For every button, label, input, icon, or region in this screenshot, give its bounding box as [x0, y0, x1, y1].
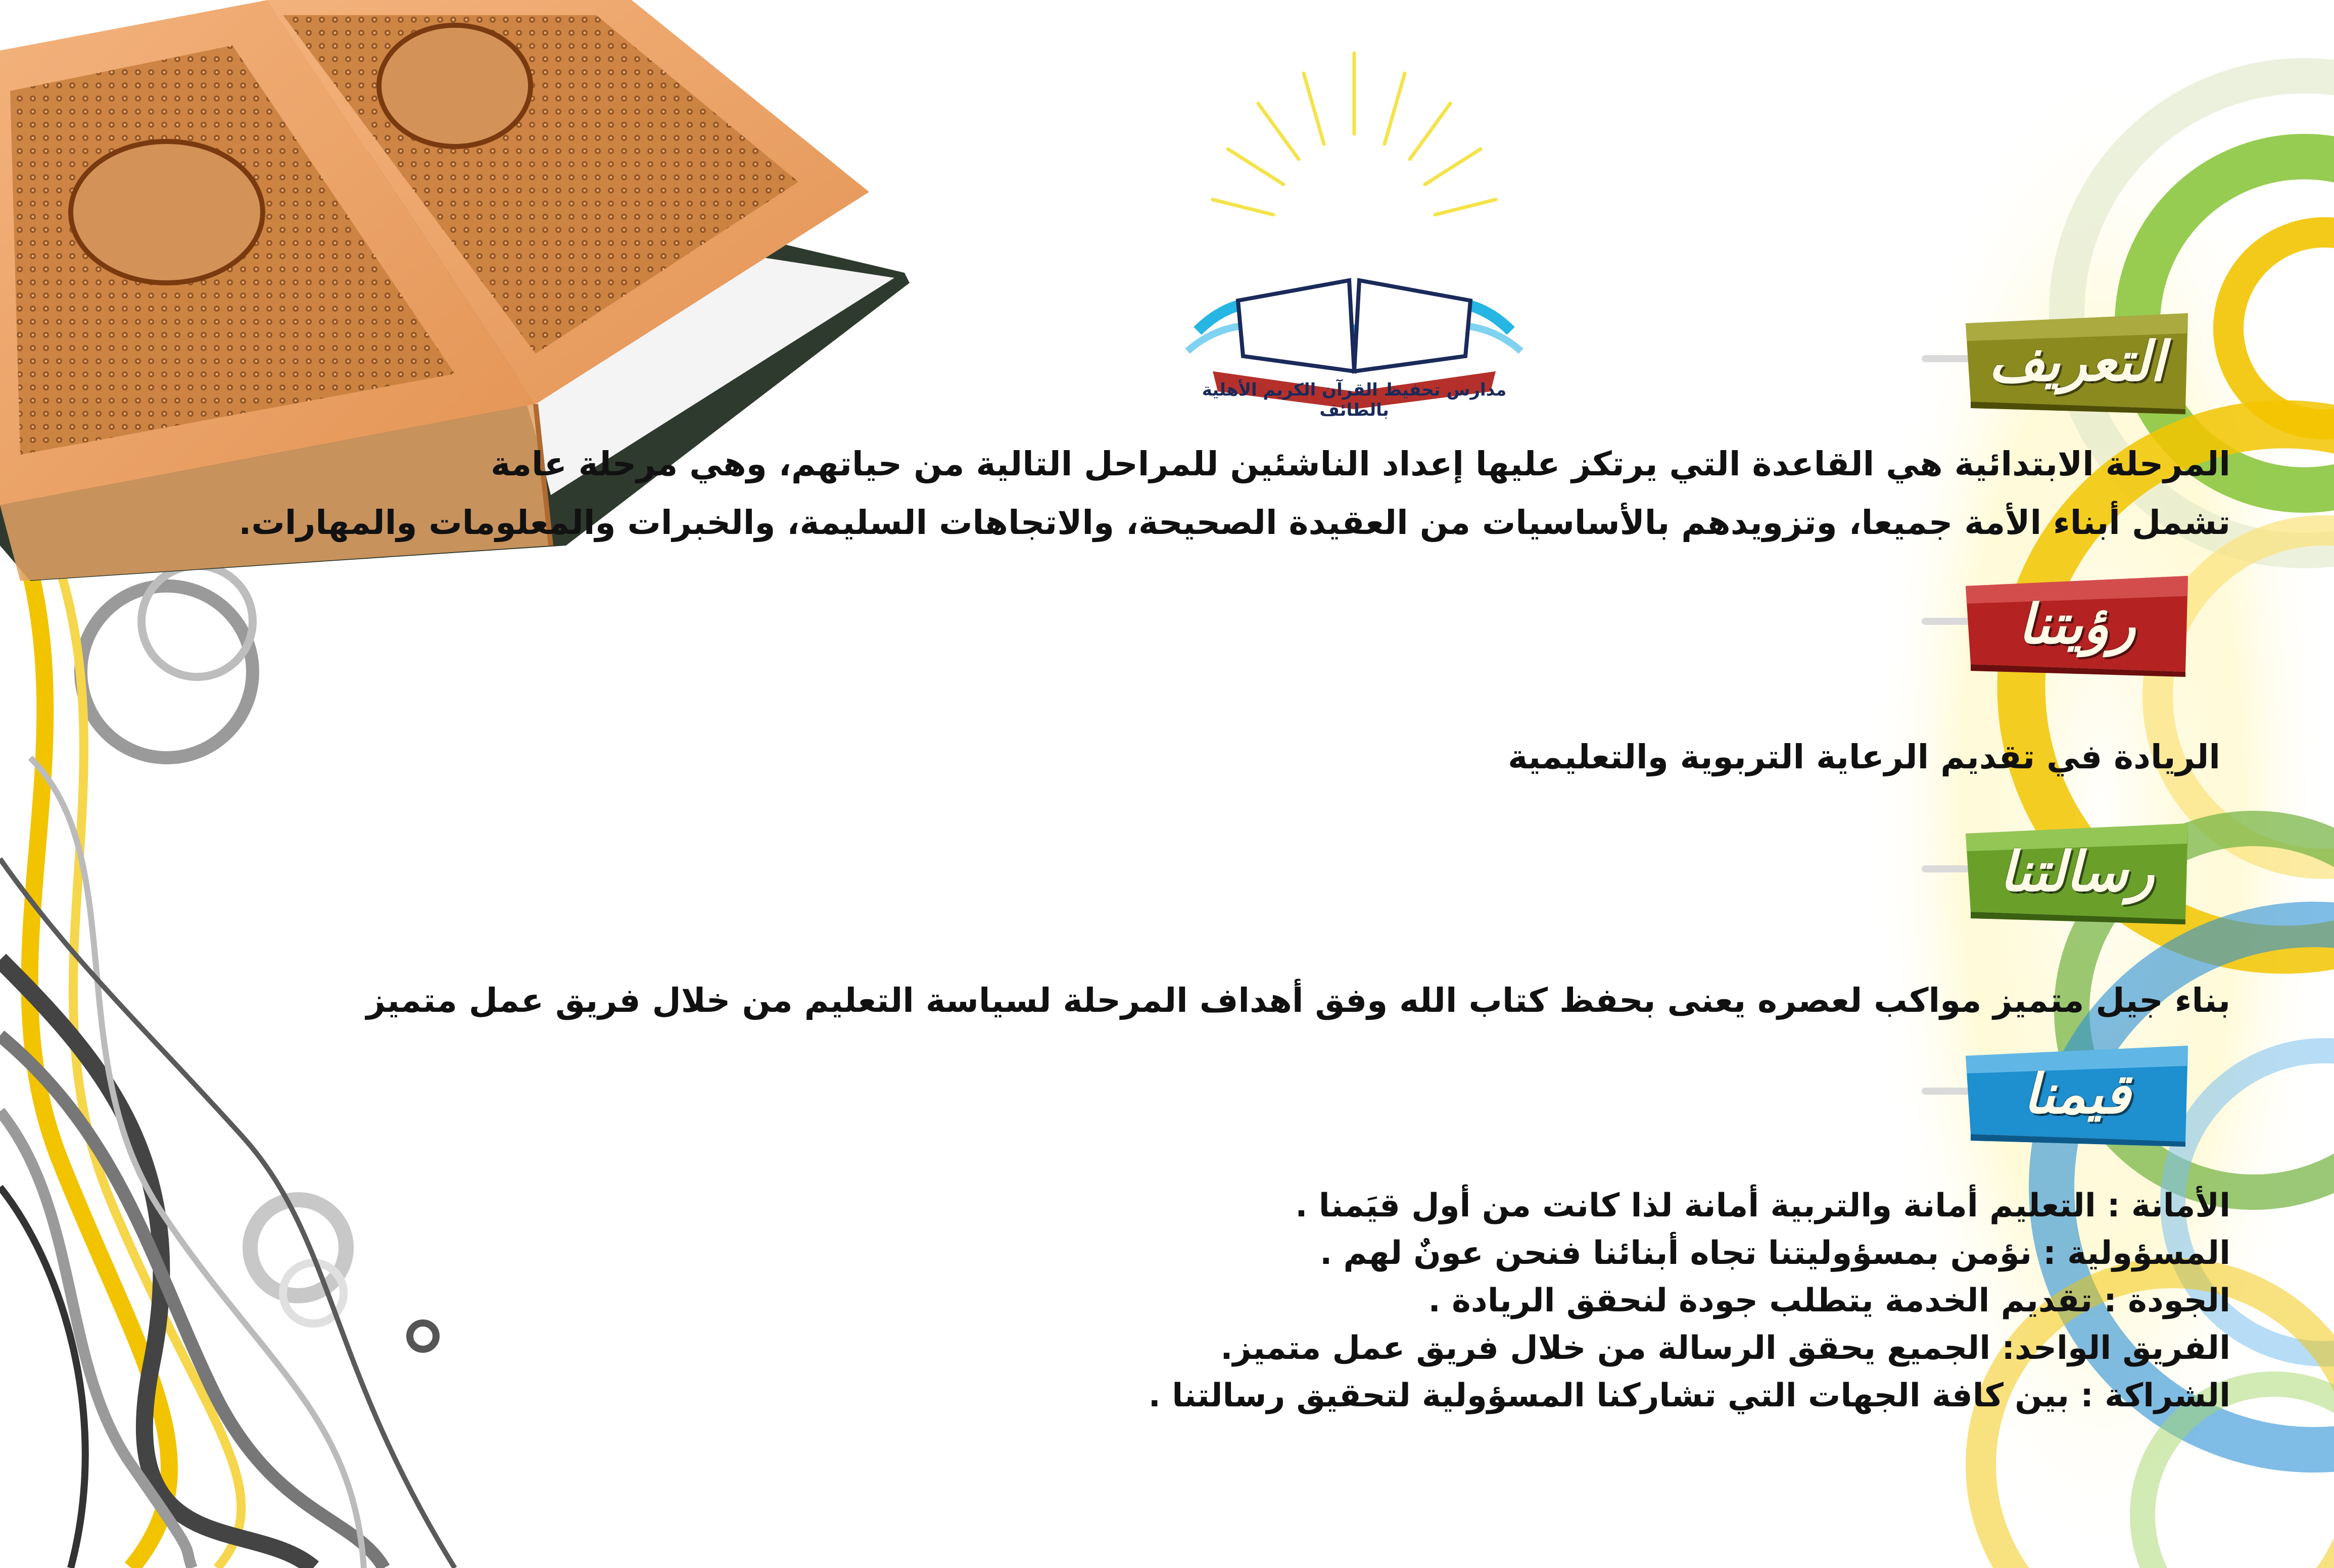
mission-text: بناء جيل متميز مواكب لعصره يعنى بحفظ كتاب الله وفق أهداف المرحلة لسياسة التعليم من خلال فريق عمل متميز	[366, 981, 2230, 1020]
value-item-honesty: الأمانة : التعليم أمانة والتربية أمانة لذا كانت من أول قيَمنا .	[1295, 1187, 2230, 1224]
definition-line-1: المرحلة الابتدائية هي القاعدة التي يرتكز عليها إعداد الناشئين للمراحل التالية من حياتهم، وهي مرحلة عامة	[491, 445, 2230, 483]
section-banner-definition	[1961, 313, 2193, 414]
value-item-team: الفريق الواحد: الجميع يحقق الرسالة من خلال فريق عمل متميز.	[1220, 1330, 2230, 1367]
section-banner-values	[1961, 1046, 2193, 1147]
section-title: رؤيتنا	[2018, 593, 2136, 656]
section-banner-mission	[1961, 823, 2193, 924]
definition-line-2: تشمل أبناء الأمة جميعا، وتزويدهم بالأساسيات من العقيدة الصحيحة، والاتجاهات السليمة، والخبرات والمعلومات والمهارات.	[239, 503, 2230, 542]
values-list	[1149, 1182, 2230, 1419]
left-ribbons	[0, 535, 455, 1568]
value-item-partnership: الشراكة : بين كافة الجهات التي تشاركنا المسؤولية لتحقيق رسالتنا .	[1148, 1377, 2230, 1414]
value-item-responsibility: المسؤولية : نؤمن بمسؤوليتنا تجاه أبنائنا فنحن عونٌ لهم .	[1319, 1235, 2230, 1272]
section-title: قيمنا	[2023, 1063, 2131, 1126]
school-logo	[1167, 48, 1541, 422]
logo-caption: مدارس تحفيظ القرآن الكريم الأهلية بالطائف	[1202, 380, 1507, 420]
value-item-quality: الجودة : تقديم الخدمة يتطلب جودة لنحقق الريادة .	[1428, 1282, 2230, 1319]
vision-text: الريادة في تقديم الرعاية التربوية والتعليمية	[1508, 738, 2220, 776]
section-title: التعريف	[1988, 330, 2165, 394]
sun-rays-icon	[1213, 53, 1496, 215]
open-quran-image	[0, 0, 910, 581]
section-title: رسالتنا	[1999, 841, 2155, 904]
section-banner-vision	[1961, 576, 2193, 677]
